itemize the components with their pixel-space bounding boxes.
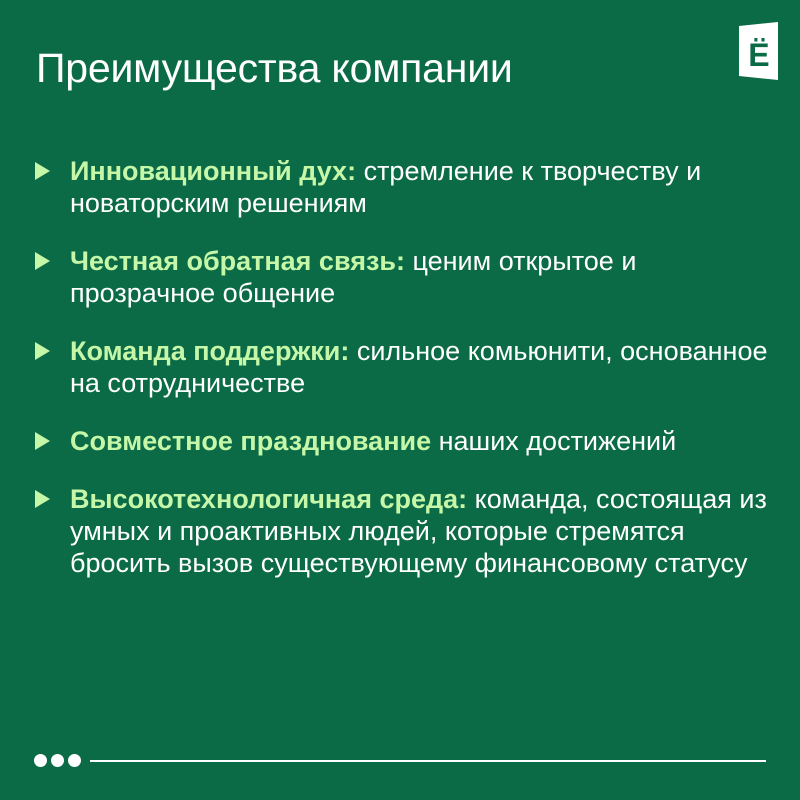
logo-letter: Ё <box>748 37 770 73</box>
item-highlight: Высокотехнологичная среда: <box>70 484 468 514</box>
page-title: Преимущества компании <box>36 45 513 91</box>
list-item <box>34 483 774 579</box>
list-item <box>34 155 774 219</box>
triangle-bullet-icon <box>35 162 50 180</box>
carousel-dots <box>34 754 81 767</box>
item-highlight: Совместное празднование <box>70 426 432 456</box>
triangle-bullet-icon <box>35 342 50 360</box>
list-item <box>34 425 774 457</box>
item-highlight: Инновационный дух: <box>70 156 357 186</box>
triangle-bullet-icon <box>35 490 50 508</box>
item-text: наших достижений <box>431 426 677 456</box>
list-item <box>34 245 774 309</box>
item-highlight: Честная обратная связь: <box>70 246 405 276</box>
item-text: стремление к творчеству и новаторским решениям <box>70 156 702 218</box>
dot-icon <box>51 754 64 767</box>
triangle-bullet-icon <box>35 252 50 270</box>
item-text: ценим открытое и прозрачное общение <box>70 246 637 308</box>
list-item <box>34 335 774 399</box>
advantages-list <box>34 155 774 605</box>
footer-divider <box>90 760 766 762</box>
dot-icon <box>34 754 47 767</box>
dot-icon <box>68 754 81 767</box>
item-highlight: Команда поддержки: <box>70 336 350 366</box>
triangle-bullet-icon <box>35 432 50 450</box>
item-text: команда, состоящая из умных и проактивных людей, которые стремятся бросить вызов существующему финансовому статусу <box>70 484 767 578</box>
item-text: сильное комьюнити, основанное на сотрудничестве <box>70 336 768 398</box>
logo-icon <box>739 22 778 80</box>
